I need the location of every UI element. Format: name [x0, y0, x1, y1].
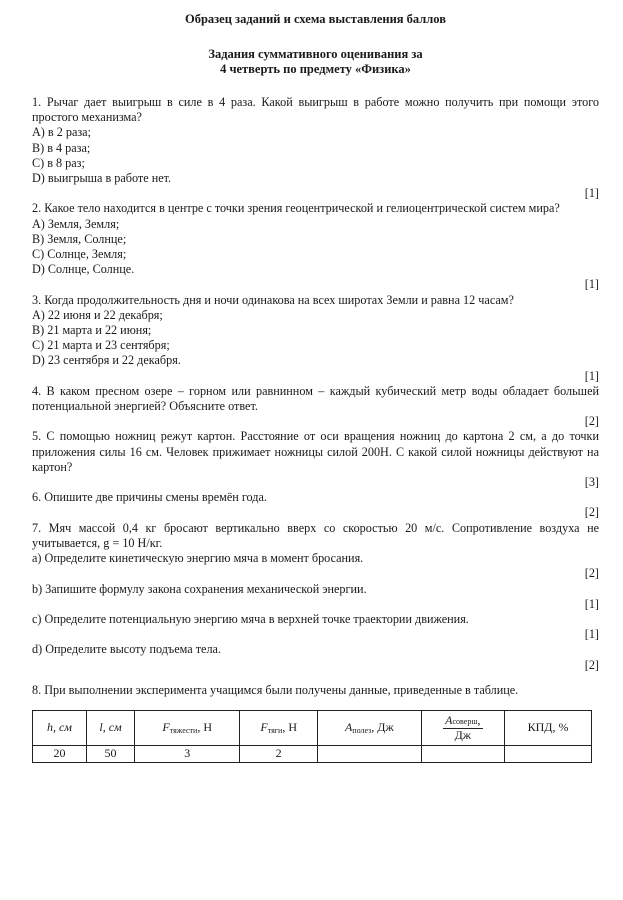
- question-2: [32, 201, 599, 292]
- score-mark: [1]: [584, 277, 599, 292]
- document-title: Образец заданий и схема выставления баллов: [184, 12, 447, 26]
- subquestion-d: d) Определите высоту подъема тела.: [32, 642, 221, 657]
- cell-efficiency: [505, 745, 592, 762]
- question-text: 4. В каком пресном озере – горном или равнинном – каждый кубический метр воды обладает большей потенциальной энергией? Объясните ответ.: [32, 383, 599, 414]
- question-8: [32, 683, 599, 698]
- subquestion-c: c) Определите потенциальную энергию мяча в верхней точке траектории движения.: [32, 611, 469, 626]
- table-header-row: [33, 710, 592, 745]
- score-mark: [3]: [584, 475, 599, 490]
- header-a-total: $\frac{\text{Aсоверш,}}{Дж}$: [421, 710, 505, 745]
- question-text: 7. Мяч массой 0,4 кг бросают вертикально вверх со скоростью 20 м/с. Сопротивление воздуха не учитывается, g = 10 Н/кг.: [32, 520, 599, 550]
- score-mark: [2]: [584, 657, 599, 672]
- question-text: 8. При выполнении эксперимента учащимся были получены данные, приведенные в таблице.: [32, 682, 519, 697]
- question-text: 3. Когда продолжительность дня и ночи одинакова на всех широтах Земли и равна 12 часам?: [32, 292, 514, 307]
- subtitle-line-1: Задания суммативного оценивания за: [208, 47, 423, 61]
- header-a-useful: Aполез, Дж: [318, 710, 421, 745]
- subquestion-b: b) Запишите формулу закона сохранения механической энергии.: [32, 581, 367, 596]
- question-1: [32, 95, 599, 201]
- score-mark: [1]: [584, 368, 599, 383]
- question-3: [32, 293, 599, 384]
- answer-options: [32, 125, 599, 186]
- option-d: D) 23 сентября и 22 декабря.: [32, 353, 181, 368]
- option-d: D) Солнце, Солнце.: [32, 262, 135, 277]
- header-efficiency: КПД, %: [505, 710, 592, 745]
- option-d: D) выигрыша в работе нет.: [32, 171, 172, 186]
- table-row: [33, 745, 592, 762]
- option-a: A) Земля, Земля;: [32, 216, 120, 231]
- question-5: [32, 429, 599, 490]
- score-mark: [2]: [584, 566, 599, 581]
- header-h: h, см: [33, 710, 87, 745]
- option-c: C) 21 марта и 23 сентября;: [32, 338, 170, 353]
- option-c: C) в 8 раз;: [32, 155, 85, 170]
- cell-a-useful: [318, 745, 421, 762]
- question-6: [32, 490, 599, 520]
- cell-l: 50: [86, 745, 134, 762]
- score-mark: [1]: [584, 596, 599, 611]
- cell-a-total: [421, 745, 505, 762]
- cell-h: 20: [33, 745, 87, 762]
- header-l: l, см: [86, 710, 134, 745]
- subtitle-line-2: 4 четверть по предмету «Физика»: [220, 62, 411, 76]
- option-a: A) в 2 раза;: [32, 125, 91, 140]
- score-mark: [1]: [584, 186, 599, 201]
- option-b: B) Земля, Солнце;: [32, 231, 127, 246]
- answer-options: [32, 217, 599, 278]
- question-text: 6. Опишите две причины смены времён года.: [32, 490, 267, 505]
- score-mark: [2]: [584, 414, 599, 429]
- document-subtitle: [32, 47, 599, 77]
- question-text: 5. С помощью ножниц режут картон. Расстояние от оси вращения ножниц до картона 2 см, а до точки приложения силы 16 см. Человек прижимает ножницы силой 200Н. С какой силой ножницы действуют на картон?: [32, 429, 599, 474]
- subquestion-a: a) Определите кинетическую энергию мяча в момент бросания.: [32, 551, 364, 566]
- score-mark: [2]: [584, 505, 599, 520]
- cell-f-gravity: 3: [135, 745, 240, 762]
- question-text: 2. Какое тело находится в центре с точки зрения геоцентрической и гелиоцентрической систем мира?: [32, 201, 560, 216]
- option-b: B) 21 марта и 22 июня;: [32, 323, 152, 338]
- option-a: A) 22 июня и 22 декабря;: [32, 307, 163, 322]
- question-7: [32, 521, 599, 673]
- header-f-gravity: Fтяжести, Н: [135, 710, 240, 745]
- experiment-table: [32, 710, 592, 763]
- option-c: C) Солнце, Земля;: [32, 247, 127, 262]
- answer-options: [32, 308, 599, 369]
- option-b: B) в 4 раза;: [32, 140, 91, 155]
- score-mark: [1]: [584, 627, 599, 642]
- cell-f-thrust: 2: [240, 745, 318, 762]
- question-4: [32, 384, 599, 430]
- question-text: 1. Рычаг дает выигрыш в силе в 4 раза. Какой выигрыш в работе можно получить при помощи этого простого механизма?: [32, 95, 599, 125]
- header-f-thrust: Fтяги, Н: [240, 710, 318, 745]
